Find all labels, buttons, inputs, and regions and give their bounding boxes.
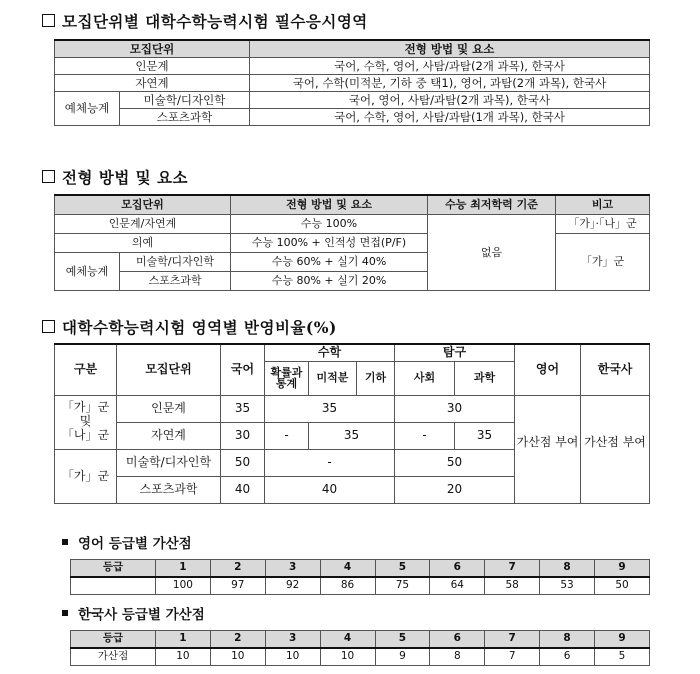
header-unit: 모집단위 xyxy=(117,344,221,395)
group-ga-na: 「가」군 및 「나」군 xyxy=(55,395,117,449)
required-subjects-table xyxy=(54,39,650,126)
weight-ratio-table xyxy=(54,343,650,504)
header-unit: 모집단위 xyxy=(55,195,231,215)
table-row: 「가」군 및 「나」군 인문계 35 35 30 가산점 부여 가산점 부여 xyxy=(55,395,650,422)
table-row: 예체능계 미술학/디자인학 수능 60% + 실기 40% xyxy=(55,253,650,272)
table-row: 인문계/자연계 수능 100% 없음 「가」·「나」군 xyxy=(55,215,650,234)
header-prob-stats: 확률과 통계 xyxy=(265,361,309,395)
section-title-required-subjects: 모집단위별 대학수학능력시험 필수응시영역 xyxy=(42,10,368,32)
header-min-standard: 수능 최저학력 기준 xyxy=(428,195,556,215)
table-row: 가산점 10 10 10 10 9 8 7 6 5 xyxy=(71,648,650,666)
header-method: 전형 방법 및 요소 xyxy=(231,195,428,215)
header-math: 수학 xyxy=(265,344,395,361)
table-row: 인문계 국어, 수학, 영어, 사탐/과탐(2개 과목), 한국사 xyxy=(55,58,650,75)
section-title-selection-method: 전형 방법 및 요소 xyxy=(42,166,188,188)
header-korean: 국어 xyxy=(221,344,265,395)
checkbox-bullet-icon xyxy=(42,320,55,333)
group-ga: 「가」군 xyxy=(55,449,117,503)
table-row: 「가」군 미술학/디자인학 50 - 50 xyxy=(55,449,650,476)
square-bullet-icon xyxy=(62,539,68,545)
table-row: 의예 수능 100% + 인적성 면접(P/F) 「가」군 xyxy=(55,234,650,253)
table-row: 자연계 30 - 35 - 35 xyxy=(55,422,650,449)
header-geometry: 기하 xyxy=(357,361,395,395)
subsection-title-english-bonus: 영어 등급별 가산점 xyxy=(62,532,192,552)
header-gubun: 구분 xyxy=(55,344,117,395)
history-bonus-table: 등급 1 2 3 4 5 6 7 8 9 가산점 10 10 10 10 9 8 7 6 5 xyxy=(70,630,650,666)
subsection-title-history-bonus: 한국사 등급별 가산점 xyxy=(62,603,205,623)
min-standard-value: 없음 xyxy=(428,215,556,291)
selection-method-table xyxy=(54,194,650,291)
note-ga: 「가」군 xyxy=(556,234,650,291)
header-history: 한국사 xyxy=(581,344,650,395)
table-row: 자연계 국어, 수학(미적분, 기하 중 택1), 영어, 과탐(2개 과목), 한국사 xyxy=(55,75,650,92)
table-row: 예체능계 미술학/디자인학 국어, 영어, 사탐/과탐(2개 과목), 한국사 xyxy=(55,92,650,109)
header-social: 사회 xyxy=(395,361,455,395)
square-bullet-icon xyxy=(62,610,68,616)
english-bonus-table: 등급 1 2 3 4 5 6 7 8 9 100 97 92 86 75 64 58 53 50 xyxy=(70,559,650,595)
english-bonus: 가산점 부여 xyxy=(515,395,581,503)
header-english: 영어 xyxy=(515,344,581,395)
table-row: 스포츠과학 수능 80% + 실기 20% xyxy=(55,272,650,291)
header-note: 비고 xyxy=(556,195,650,215)
header-inquiry: 탐구 xyxy=(395,344,515,361)
checkbox-bullet-icon xyxy=(42,14,55,27)
section-title-weight-ratio: 대학수학능력시험 영역별 반영비율(%) xyxy=(42,316,337,338)
table-row: 스포츠과학 국어, 수학, 영어, 사탐/과탐(1개 과목), 한국사 xyxy=(55,109,650,126)
header-science: 과학 xyxy=(455,361,515,395)
history-bonus: 가산점 부여 xyxy=(581,395,650,503)
table-row: 100 97 92 86 75 64 58 53 50 xyxy=(71,577,650,595)
checkbox-bullet-icon xyxy=(42,170,55,183)
header-unit: 모집단위 xyxy=(55,40,250,58)
table-row: 스포츠과학 40 40 20 xyxy=(55,476,650,503)
header-method: 전형 방법 및 요소 xyxy=(250,40,650,58)
header-calculus: 미적분 xyxy=(309,361,357,395)
